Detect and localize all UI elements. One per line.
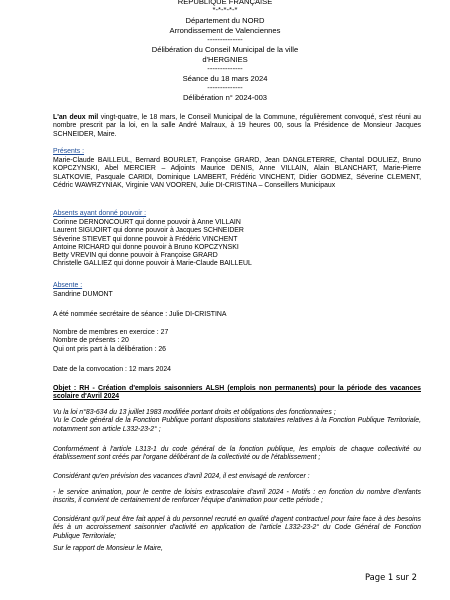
- consideration-paragraph: Conformément à l'article L313-1 du code général de la fonction publique, les emplois de chaque collectivité ou établissement sont créés par l'organe délibérant de la collectivité ou de l'établissement ;: [53, 446, 421, 462]
- deliberation-number: Délibération n° 2024-003: [182, 93, 268, 102]
- members-present: Nombre de présents : 20: [53, 337, 129, 345]
- republic-heading: REPUBLIQUE FRANÇAISE: [177, 0, 273, 6]
- header-separator: --------------: [207, 64, 243, 73]
- proxy-line: Antoine RICHARD qui donne pouvoir à Bruno KOPCZYNSKI: [53, 243, 239, 251]
- proxies-heading: Absents ayant donné pouvoir :: [53, 210, 147, 217]
- consideration-paragraph: Considérant qu'en prévision des vacances d'avril 2024, il est envisagé de renforcer :: [53, 473, 310, 480]
- intro-lead: L'an deux mil: [53, 114, 99, 121]
- proxy-line: Christelle GALLIEZ qui donne pouvoir à Marie-Claude BAILLEUL: [53, 260, 252, 268]
- proxy-line: Corinne DERNONCOURT qui donne pouvoir à Anne VILLAIN: [53, 219, 241, 226]
- session-secretary: A été nommée secrétaire de séance : Julie DI-CRISTINA: [53, 311, 227, 318]
- intro-paragraph: [53, 114, 421, 139]
- town-name: d'HERGNIES: [202, 55, 248, 64]
- header-separator: --------------: [207, 83, 243, 92]
- page-number: Page 1 sur 2: [364, 572, 417, 582]
- convocation-date: Date de la convocation : 12 mars 2024: [53, 366, 171, 373]
- members-in-office: Nombre de membres en exercice : 27: [53, 329, 169, 336]
- session-date: Séance du 18 mars 2024: [182, 74, 268, 83]
- consideration-paragraph: - le service animation, pour le centre de loisirs extrascolaire d'avril 2024 - Motifs : en fonction du nombre d'enfants inscrits, il convient de certainement de renforcer l'équipe d'animation pour cette période ;: [53, 489, 421, 505]
- present-members: Marie-Claude BAILLEUL, Bernard BOURLET, Françoise GRARD, Jean DANGLETERRE, Chantal DOULIEZ, Bruno KOPCZYNSKI, Abel MERCIER – Adjoints Maurice DENIS, Anne VILLAIN, Alain BLANCHART, Marie-Pierre SLATKOVIE, Pasquale CARIDI, Dominique LAMBERT, Frédéric VINCHENT, Didier GODMEZ, Séverine CLEMENT, Cédric WAWRZYNIAK, Virginie VAN VOOREN, Julie DI-CRISTINA – Conseillers Municipaux: [53, 157, 421, 189]
- deliberation-object: Objet : RH - Création d'emplois saisonniers ALSH (emplois non permanents) pour la période des vacances scolaire d'Avril 2024: [53, 385, 421, 401]
- deliberation-title: Délibération du Conseil Municipal de la ville: [151, 45, 299, 54]
- absent-heading: Absente :: [53, 282, 83, 289]
- present-heading: Présents :: [53, 148, 85, 155]
- header-separator: --------------: [207, 35, 243, 44]
- department-name: Département du NORD: [185, 16, 265, 25]
- legal-basis: [53, 409, 421, 434]
- proxy-line: Séverine STIEVET qui donne pouvoir à Frédéric VINCHENT: [53, 235, 238, 243]
- proxy-line: Betty VREVIN qui donne pouvoir à Françoise GRARD: [53, 252, 218, 260]
- mayor-report: Sur le rapport de Monsieur le Maire,: [53, 545, 163, 552]
- members-voting: Qui ont pris part à la délibération : 26: [53, 345, 166, 353]
- header-stars: *-*-*-*-*: [212, 5, 238, 14]
- proxies-list: [53, 219, 421, 269]
- district-name: Arrondissement de Valenciennes: [169, 26, 281, 35]
- proxy-line: Laurent SIGUOIRT qui donne pouvoir à Jacques SCHNEIDER: [53, 227, 244, 235]
- absent-name: Sandrine DUMONT: [53, 291, 113, 298]
- member-counts: [53, 329, 421, 354]
- consideration-line: Vu le Code général de la Fonction Publique portant dispositions statutaires relatives à la Fonction Publique Territoriale, notamment son article L332-23-2° ;: [53, 417, 421, 433]
- intro-text: vingt-quatre, le 18 mars, le Conseil Municipal de la Commune, régulièrement convoqué, s'est réuni au nombre prescrit par la loi, en la salle André Malraux, à 19 heures 00, sous la Présidence de Monsieur Jacques SCHNEIDER, Maire.: [53, 114, 421, 138]
- consideration-line: Vu la loi n°83-634 du 13 juillet 1983 modifiée portant droits et obligations des fonctionnaires ;: [53, 409, 336, 416]
- consideration-paragraph: Considérant qu'il peut être fait appel à du personnel recruté en qualité d'agent contractuel pour faire face à des besoins liés à un accroissement saisonnier d'activité en application de l'article L332-23-2° du Code Général de Fonction Publique Territoriale;: [53, 516, 421, 540]
